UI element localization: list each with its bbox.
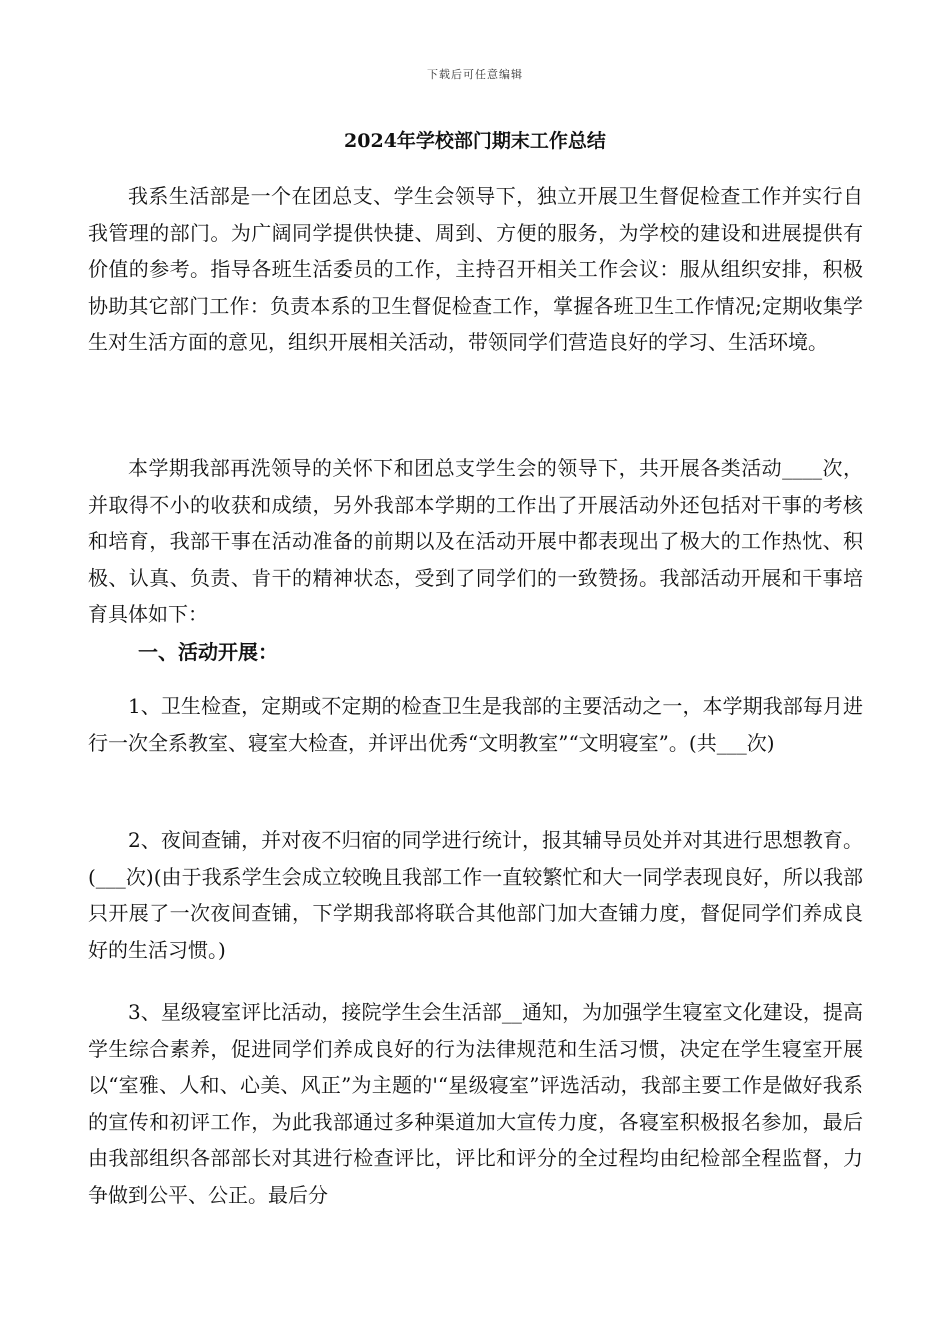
list-item-star-dorm: 3、星级寝室评比活动，接院学生会生活部__通知，为加强学生寝室文化建设，提高学生综合素养，促进同学们养成良好的行为法律规范和生活习惯，决定在学生寝室开展以“室雅、人和、心美、风正”为主题的'“星级寝室”评选活动，我部主要工作是做好我系的宣传和初评工作，为此我部通过多种渠道加大宣传力度，各寝室积极报名参加，最后由我部组织各部部长对其进行检查评比，评比和评分的全过程均由纪检部全程监督，力争做到公平、公正。最后分 (88, 1000, 863, 1207)
paragraph-intro: 我系生活部是一个在团总支、学生会领导下，独立开展卫生督促检查工作并实行自我管理的部门。为广阔同学提供快捷、周到、方便的服务，为学校的建设和进展提供有价值的参考。指导各班生活委员的工作，主持召开相关工作会议：服从组织安排，积极协助其它部门工作：负责本系的卫生督促检查工作，掌握各班卫生工作情况;定期收集学生对生活方面的意见，组织开展相关活动，带领同学们营造良好的学习、生活环境。 (88, 184, 863, 354)
paragraph-overview: 本学期我部再洗领导的关怀下和团总支学生会的领导下，共开展各类活动____次，并取得不小的收获和成绩，另外我部本学期的工作出了开展活动外还包括对干事的考核和培育，我部干事在活动准备的前期以及在活动开展中都表现出了极大的工作热忱、积极、认真、负责、肯干的精神状态，受到了同学们的一致赞扬。我部活动开展和干事培育具体如下： (88, 456, 863, 626)
section-heading: 一、活动开展： (138, 640, 278, 664)
list-item-night-check: 2、夜间查铺，并对夜不归宿的同学进行统计，报其辅导员处并对其进行思想教育。(___次)(由于我系学生会成立较晚且我部工作一直较繁忙和大一同学表现良好，所以我部只开展了一次夜间查铺，下学期我部将联合其他部门加大查铺力度，督促同学们养成良好的生活习惯。) (88, 828, 863, 962)
document-title: 2024年学校部门期末工作总结 (344, 130, 606, 152)
header-watermark: 下载后可任意编辑 (427, 68, 523, 81)
list-item-hygiene-check: 1、卫生检查，定期或不定期的检查卫生是我部的主要活动之一，本学期我部每月进行一次全系教室、寝室大检查，并评出优秀“文明教室”“文明寝室”。(共___次) (88, 694, 863, 755)
